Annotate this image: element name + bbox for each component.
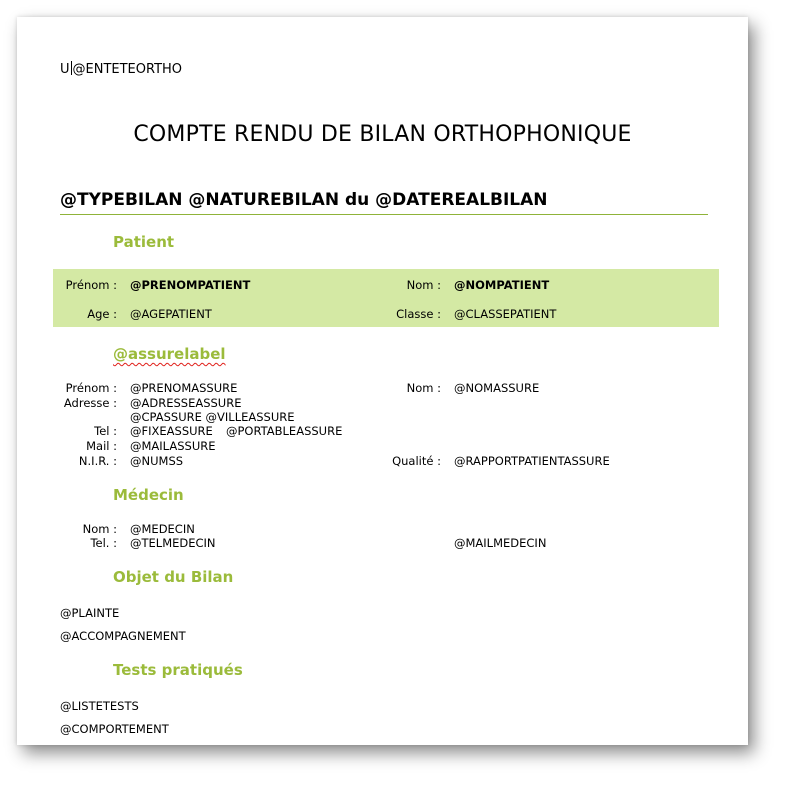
tests-comportement: @COMPORTEMENT xyxy=(60,722,169,736)
header-prefix: U xyxy=(60,62,70,77)
objet-accompagnement: @ACCOMPAGNEMENT xyxy=(60,629,186,643)
assure-nir-value: @NUMSS xyxy=(130,454,184,468)
bilan-section-title: @TYPEBILAN @NATUREBILAN du @DATEREALBILAN xyxy=(60,190,548,210)
assure-cp-ville-value: @CPASSURE @VILLEASSURE xyxy=(130,410,295,424)
patient-age-label: Age : xyxy=(87,307,117,321)
patient-prenom-value: @PRENOMPATIENT xyxy=(130,278,251,292)
assure-nom-label: Nom : xyxy=(406,381,441,395)
medecin-tel-value: @TELMEDECIN xyxy=(130,536,216,550)
assure-portable-value: @PORTABLEASSURE xyxy=(226,424,343,438)
assure-prenom-value: @PRENOMASSURE xyxy=(130,381,238,395)
assure-nom-value: @NOMASSURE xyxy=(454,381,540,395)
assure-adresse-value: @ADRESSEASSURE xyxy=(130,396,242,410)
patient-heading: Patient xyxy=(113,233,175,251)
patient-nom-value: @NOMPATIENT xyxy=(454,278,550,292)
header-line[interactable] xyxy=(60,61,182,77)
objet-plainte: @PLAINTE xyxy=(60,606,120,620)
assure-mail-label: Mail : xyxy=(86,439,117,453)
assure-fixe-value: @FIXEASSURE xyxy=(130,424,213,438)
assure-tel-label: Tel : xyxy=(94,424,117,438)
assure-mail-value: @MAILASSURE xyxy=(130,439,216,453)
tests-heading: Tests pratiqués xyxy=(113,661,243,679)
medecin-nom-label: Nom : xyxy=(82,522,117,536)
medecin-nom-value: @MEDECIN xyxy=(130,522,195,536)
patient-prenom-label: Prénom : xyxy=(65,278,117,292)
assure-nir-label: N.I.R. : xyxy=(78,454,117,468)
document-page xyxy=(17,17,748,745)
patient-age-value: @AGEPATIENT xyxy=(130,307,212,321)
assure-prenom-label: Prénom : xyxy=(65,381,117,395)
assure-adresse-label: Adresse : xyxy=(63,396,117,410)
header-field: @ENTETEORTHO xyxy=(72,62,183,77)
medecin-mail-value: @MAILMEDECIN xyxy=(454,536,547,550)
objet-heading: Objet du Bilan xyxy=(113,568,234,586)
assure-heading-text: @assurelabel xyxy=(113,345,226,363)
patient-nom-label: Nom : xyxy=(406,278,441,292)
text-cursor xyxy=(71,61,72,75)
patient-classe-label: Classe : xyxy=(396,307,441,321)
tests-liste: @LISTETESTS xyxy=(60,699,139,713)
assure-heading xyxy=(113,345,226,363)
document-title: COMPTE RENDU DE BILAN ORTHOPHONIQUE xyxy=(133,122,632,147)
medecin-tel-label: Tel. : xyxy=(90,536,117,550)
patient-classe-value: @CLASSEPATIENT xyxy=(454,307,557,321)
medecin-heading: Médecin xyxy=(113,486,184,504)
assure-qualite-value: @RAPPORTPATIENTASSURE xyxy=(454,454,610,468)
section-divider xyxy=(60,214,708,215)
assure-qualite-label: Qualité : xyxy=(392,454,441,468)
